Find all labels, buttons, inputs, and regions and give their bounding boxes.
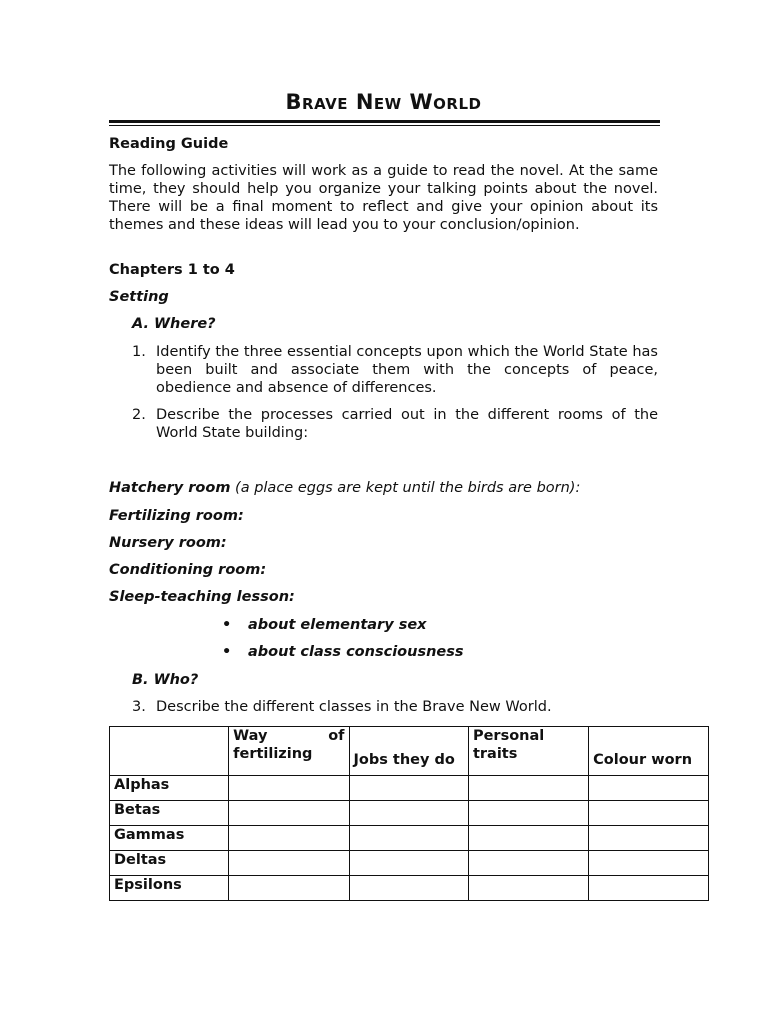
bullet-text: about elementary sex xyxy=(248,617,427,633)
reading-guide-heading: Reading Guide xyxy=(109,136,229,152)
header-colour-worn: Colour worn xyxy=(589,727,709,776)
header-cell-empty xyxy=(110,727,229,776)
question-1 xyxy=(132,343,658,397)
fertilizing-room-label: Fertilizing room: xyxy=(109,508,244,524)
bullet-icon: • xyxy=(222,617,232,633)
table-cell[interactable] xyxy=(589,826,709,851)
conditioning-room-label: Conditioning room: xyxy=(109,562,267,578)
row-label: Epsilons xyxy=(110,876,229,901)
table-cell[interactable] xyxy=(349,876,468,901)
header-way-of-fertilizing xyxy=(229,727,349,776)
hatchery-room-label: Hatchery room xyxy=(109,480,231,496)
table-cell[interactable] xyxy=(349,776,468,801)
table-row xyxy=(110,801,709,826)
header-personal-traits xyxy=(468,727,588,776)
setting-heading: Setting xyxy=(109,289,169,305)
table-cell[interactable] xyxy=(589,876,709,901)
table-cell[interactable] xyxy=(229,776,349,801)
intro-paragraph: The following activities will work as a guide to read the novel. At the same time, they should help you organize your talking points about the novel. There will be a final moment to reflect and give your opinion about its themes and these ideas will lead you to your conclusion/opinion. xyxy=(109,163,658,233)
row-label: Deltas xyxy=(110,851,229,876)
bullet-icon: • xyxy=(222,644,232,660)
header-text: traits xyxy=(472,746,518,762)
table-row xyxy=(110,851,709,876)
question-text: Describe the different classes in the Brave New World. xyxy=(156,699,552,715)
table-cell[interactable] xyxy=(468,876,588,901)
question-number: 3. xyxy=(132,699,146,715)
table-cell[interactable] xyxy=(229,876,349,901)
header-jobs: Jobs they do xyxy=(349,727,468,776)
table-row xyxy=(110,826,709,851)
header-text: Personal xyxy=(472,728,545,744)
question-number: 2. xyxy=(132,407,146,423)
chapters-heading: Chapters 1 to 4 xyxy=(109,262,235,278)
question-number: 1. xyxy=(132,344,146,360)
document-title: Brave New World xyxy=(285,90,482,114)
hatchery-room-note: (a place eggs are kept until the birds are born): xyxy=(235,480,581,496)
table-cell[interactable] xyxy=(589,851,709,876)
bullet-text: about class consciousness xyxy=(248,644,464,660)
title-rule-thick xyxy=(109,120,660,123)
table-cell[interactable] xyxy=(229,801,349,826)
question-2 xyxy=(132,406,658,442)
table-cell[interactable] xyxy=(468,851,588,876)
row-label: Betas xyxy=(110,801,229,826)
table-cell[interactable] xyxy=(349,801,468,826)
section-a-heading: A. Where? xyxy=(132,316,216,332)
table-cell[interactable] xyxy=(349,826,468,851)
nursery-room-label: Nursery room: xyxy=(109,535,227,551)
classes-table xyxy=(109,726,709,901)
table-cell[interactable] xyxy=(589,801,709,826)
title-rule-thin xyxy=(109,125,660,126)
bullet-item xyxy=(222,616,427,634)
header-text: of xyxy=(328,728,345,744)
row-label: Gammas xyxy=(110,826,229,851)
header-text: Way xyxy=(233,728,268,744)
question-text: Identify the three essential concepts upon which the World State has been built and associate them with the concepts of peace, obedience and absence of differences. xyxy=(156,344,658,396)
table-row xyxy=(110,876,709,901)
table-cell[interactable] xyxy=(349,851,468,876)
section-b-heading: B. Who? xyxy=(132,672,199,688)
bullet-item xyxy=(222,643,464,661)
question-3 xyxy=(132,698,658,716)
table-cell[interactable] xyxy=(468,826,588,851)
table-row xyxy=(110,776,709,801)
table-header-row xyxy=(110,727,709,776)
table-cell[interactable] xyxy=(589,776,709,801)
table-cell[interactable] xyxy=(468,801,588,826)
question-text: Describe the processes carried out in the different rooms of the World State building: xyxy=(156,407,658,441)
table-cell[interactable] xyxy=(229,826,349,851)
table-cell[interactable] xyxy=(229,851,349,876)
hatchery-room-line xyxy=(109,479,580,497)
table-cell[interactable] xyxy=(468,776,588,801)
row-label: Alphas xyxy=(110,776,229,801)
sleep-teaching-label: Sleep-teaching lesson: xyxy=(109,589,295,605)
header-text: fertilizing xyxy=(233,746,313,762)
